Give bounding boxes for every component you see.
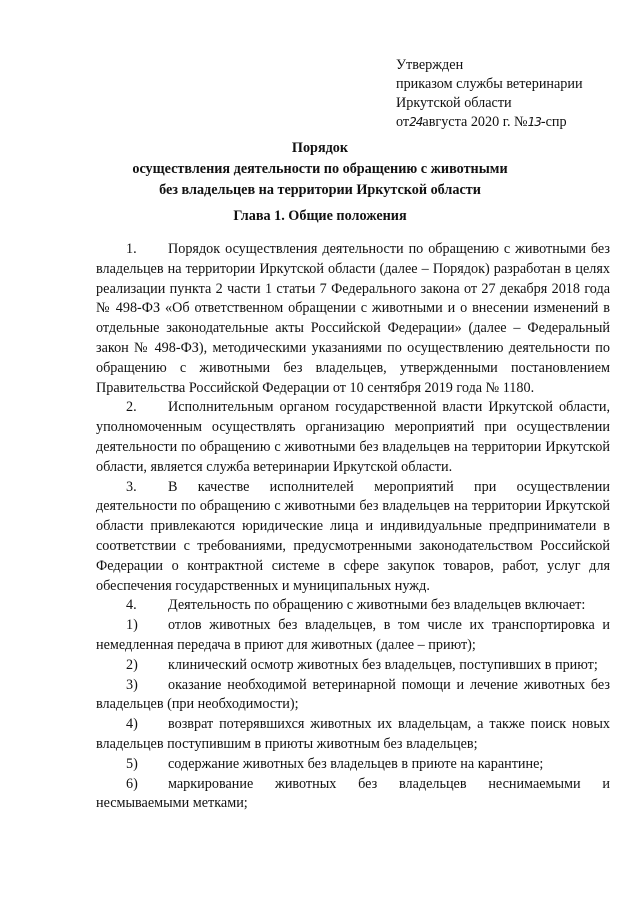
paragraph-number: 3. bbox=[126, 478, 137, 495]
paragraph-text: Исполнительным органом государственной власти Иркутской области, уполномоченным осуществлять организацию мероприятий при осуществлении деятельности по обращению с животными без владельцев на территории Иркутской области, является служба ветеринарии Иркутской области. bbox=[96, 399, 610, 475]
chapter-heading: Глава 1. Общие положения bbox=[233, 208, 407, 224]
approval-block bbox=[396, 56, 626, 132]
approval-line: приказом службы ветеринарии bbox=[396, 76, 583, 92]
sub-item bbox=[96, 775, 610, 815]
paragraph bbox=[96, 398, 610, 477]
paragraph-text: Порядок осуществления деятельности по обращению с животными без владельцев на территории Иркутской области (далее – Порядок) разработан в целях реализации пункта 2 части 1 статьи 7 Федерального закона от 27 декабря 2018 года № 498-ФЗ «Об ответственном обращении с животными и о внесении изменений в отдельные законодательные акты Российской Федерации» (далее – Федеральный закон № 498-ФЗ), методическими указаниями по осуществлению деятельности по обращению с животными без владельцев, утвержденными постановлением Правительства Российской Федерации от 10 сентября 2019 года № 1180. bbox=[96, 241, 610, 396]
sub-item-number: 3) bbox=[126, 676, 138, 693]
paragraph-number: 2. bbox=[126, 399, 137, 416]
sub-item-text: отлов животных без владельцев, в том числе их транспортировка и немедленная передача в приют для животных (далее – приют); bbox=[96, 617, 610, 653]
approval-line: Иркутской области bbox=[396, 95, 512, 111]
paragraph-text: В качестве исполнителей мероприятий при осуществлении деятельности по обращению с животными без владельцев на территории Иркутской области привлекаются юридические лица и индивидуальные предприниматели в соответствии с требованиями, предусмотренными законодательством Российской Федерации о контрактной системе в сфере закупок товаров, работ, услуг для обеспечения государственных и муниципальных нужд. bbox=[96, 478, 610, 594]
sub-item bbox=[96, 715, 610, 755]
document-body bbox=[96, 240, 610, 814]
sub-item-text: клинический осмотр животных без владельцев, поступивших в приют; bbox=[168, 656, 598, 673]
paragraph-text: Деятельность по обращению с животными без владельцев включает: bbox=[168, 597, 586, 614]
paragraph bbox=[96, 596, 610, 616]
document-title bbox=[0, 138, 640, 201]
approval-date-middle: августа 2020 г. № bbox=[422, 114, 528, 130]
title-line: Порядок bbox=[291, 140, 349, 156]
sub-item-number: 1) bbox=[126, 617, 138, 634]
sub-item bbox=[96, 616, 610, 656]
title-line: осуществления деятельности по обращению с животными bbox=[132, 161, 508, 177]
sub-item bbox=[96, 656, 610, 676]
sub-item bbox=[96, 755, 610, 775]
sub-item-number: 2) bbox=[126, 656, 138, 673]
handwritten-day: 24 bbox=[409, 115, 423, 129]
approval-date-suffix: -спр bbox=[540, 114, 567, 130]
paragraph bbox=[96, 240, 610, 398]
paragraph-number: 1. bbox=[126, 241, 137, 257]
approval-date-line bbox=[396, 113, 626, 132]
sub-item-text: маркирование животных без владельцев неснимаемыми и несмываемыми метками; bbox=[96, 775, 610, 812]
sub-item-number: 5) bbox=[126, 755, 138, 772]
sub-item bbox=[96, 676, 610, 716]
sub-item-number: 4) bbox=[126, 716, 138, 733]
title-line: без владельцев на территории Иркутской области bbox=[159, 182, 481, 198]
approval-date-prefix: от bbox=[396, 114, 410, 130]
paragraph bbox=[96, 478, 610, 597]
sub-item-text: содержание животных без владельцев в приюте на карантине; bbox=[168, 755, 544, 772]
sub-item-text: оказание необходимой ветеринарной помощи и лечение животных без владельцев (при необходимости); bbox=[96, 676, 610, 713]
sub-item-number: 6) bbox=[126, 775, 138, 792]
sub-item-text: возврат потерявшихся животных их владельцам, а также поиск новых владельцев поступившим в приюты животным без владельцев; bbox=[96, 716, 610, 752]
approval-line: Утвержден bbox=[396, 57, 464, 73]
handwritten-order-number: 13 bbox=[527, 115, 541, 129]
paragraph-number: 4. bbox=[126, 597, 137, 614]
